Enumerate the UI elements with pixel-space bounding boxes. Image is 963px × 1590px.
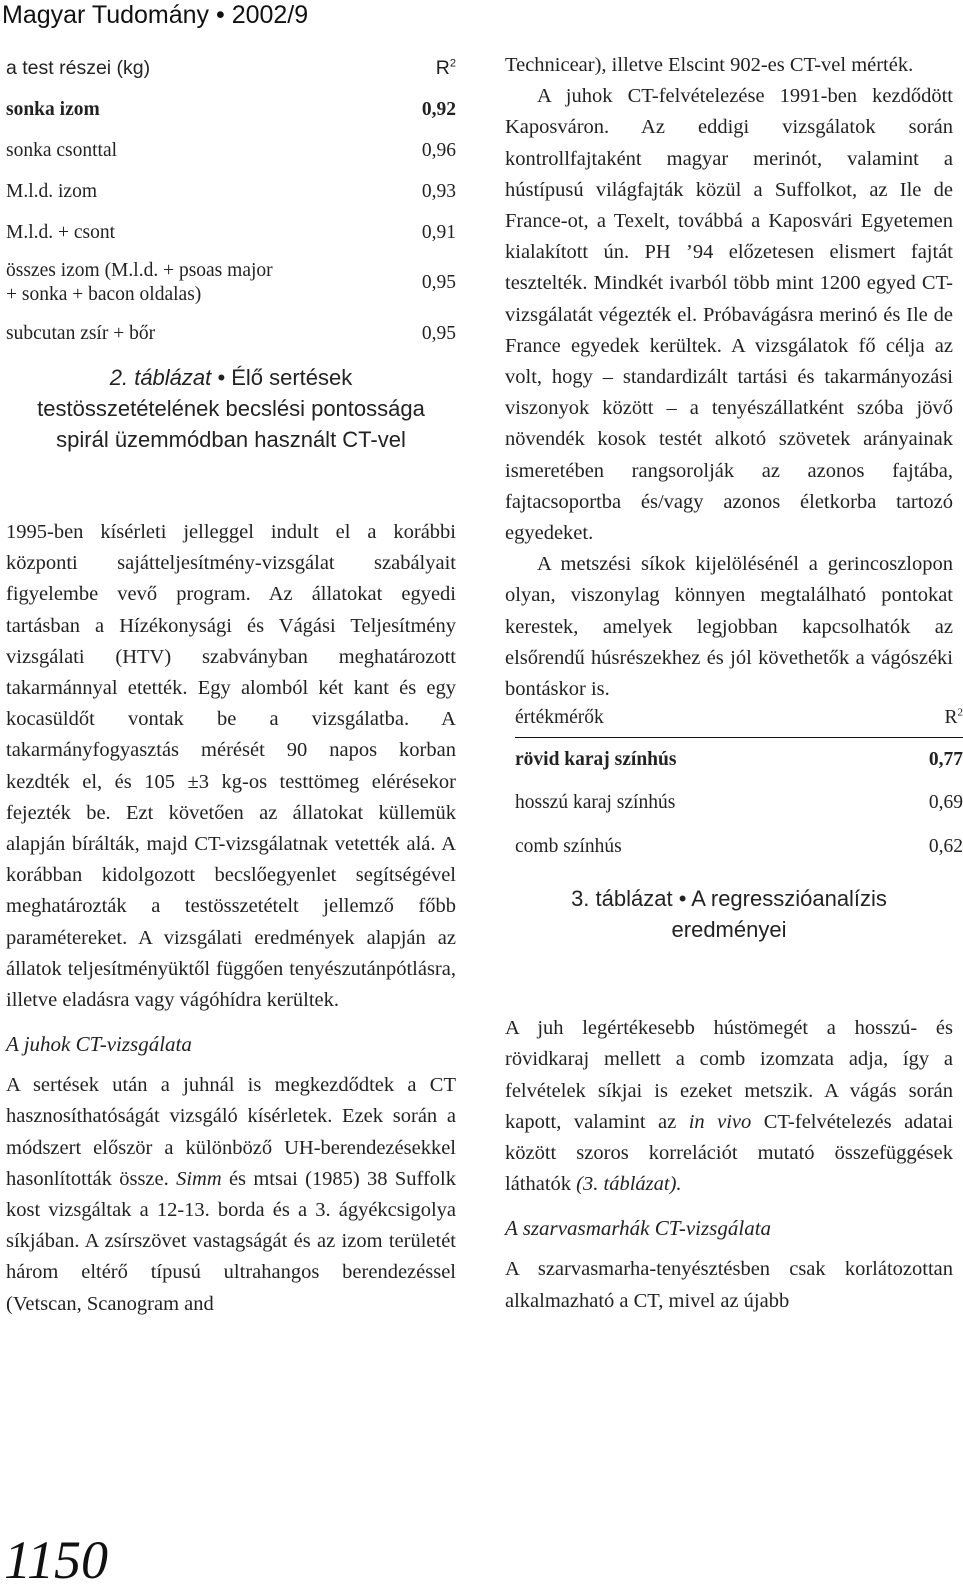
paragraph: A sertések után a juhnál is megkezdődtek a CT hasznosíthatóságát vizsgáló kísérletek. Ezek során a módszert először a különböző UH-berendezésekkel hasonlították össze. Simm és mtsai (1985) 38 Suffolk kost vizsgáltak a 12-13. borda és a 3. ágyékcsigolya síkjában. A zsírszövet vastagságát és az izom területét három eltérő típusú ultrahangos berendezéssel (Vetscan, Scanogram and [6,1074,456,1315]
paragraph: Technicear), illetve Elscint 902-es CT-vel mérték. [505,54,914,76]
table-row [515,825,963,869]
paragraph: A szarvasmarha-tenyésztésben csak korlátozottan alkalmazható a CT, mivel az újabb [505,1258,953,1312]
row-label: rövid karaj színhús [515,748,677,770]
paragraph: A metszési síkok kijelölésénél a gerincoszlopon olyan, viszonylag könnyen megtalálható pontokat kerestek, amelyek legjobban kapcsolhatók az elsőrendű húsrészekhez és jól követhetők a vágószéki bontáskor is. [505,553,953,701]
row-label: sonka izom [6,98,100,120]
table-3-caption: 3. táblázat • A regresszióanalízis eredményei [571,886,887,943]
row-value: 0,62 [928,836,963,858]
row-value: 0,95 [421,322,456,344]
row-label: subcutan zsír + bőr [6,322,156,344]
paragraph: A juhok CT-felvételezése 1991-ben kezdődött Kaposváron. Az eddigi vizsgálatok során kontrollfajtaként magyar merinót, valamint a hústípusú világfajták közül a Suffolkot, az Ile de France-ot, a Texelt, továbbá a Kaposvári Egyetemen kialakított ún. PH ’94 előzetesen elismert fajtát tesztelték. Mindkét ivarból több mint 1200 egyed CT-vizsgálatát végezték el. Próbavágásra merinó és Ile de France egyedek kerültek. A vizsgálatok fő célja az volt, hogy – standardizált tartási és takarmányozási viszonyok között – a tenyészállatként szóba jövő növendék kosok testét alkotó szövetek arányainak ismeretében rangsorolják az azonos fajtába, fajtacsoportba és/vagy azonos életkorba tartozó egyedeket. [505,85,953,545]
row-value: 0,77 [928,748,963,770]
table-row [6,313,456,354]
row-label: hosszú karaj színhús [515,792,676,814]
row-label: összes izom (M.l.d. + psoas major + sonka + bacon oldalas) [6,260,273,305]
table-2 [6,48,456,354]
table-2-caption: 2. táblázat • Élő sertések testösszetételének becslési pontossága spirál üzemmódban használt CT-vel [37,365,425,452]
row-label: comb színhús [515,836,622,858]
section-heading: A juhok CT-vizsgálata [6,1032,192,1057]
table-row [515,737,963,781]
paragraph: A juh legértékesebb hústömegét a hosszú- és rövidkaraj mellett a comb izomzata adja, így a felvételek síkjai is ezeket metszik. A vágás során kapott, valamint az in vivo CT-felvételezés adatai között szoros korrelációt mutató összefüggések láthatók (3. táblázat). [505,1017,954,1196]
col-header-r2: $R^2$ [435,57,456,79]
table-header-row [6,48,456,89]
table-row [515,781,963,825]
row-value: 0,69 [928,792,963,814]
left-column [6,48,456,1320]
row-value: 0,93 [421,180,456,202]
row-value: 0,96 [421,139,456,161]
row-label: M.l.d. izom [6,180,97,202]
table-3 [515,699,963,869]
table-row [6,212,456,253]
table-row [6,253,456,313]
right-column [505,50,963,1317]
section-heading: A szarvasmarhák CT-vizsgálata [505,1216,772,1241]
paragraph: 1995-ben kísérleti jelleggel indult el a korábbi központi sajátteljesítmény-vizsgálat szabályait figyelembe vevő program. Az állatokat egyedi tartásban a Hízékonysági és Vágási Teljesítmény vizsgálati (HTV) szabványban meghatározott takarmánnyal etették. Egy alomból két kant és egy kocasüldőt vontak be a vizsgálatba. A takarmányfogyasztás mérését 90 napos korban kezdték el, és 105 ±3 kg-os testtömeg elérésekor fejezték be. Ezt követően az állatokat küllemük alapján bírálták, majd CT-vizsgálatnak vetették alá. A korábban kidolgozott becslőegyenlet segítségével meghatározták a testösszetételt jellemző főbb paramétereket. A vizsgálati eredmények alapján az állatok teljesítményüktől függően tenyészutánpótlásra, illetve eladásra vagy vágóhídra kerültek. [6,521,456,1012]
table-row [6,130,456,171]
journal-header: Magyar Tudomány • 2002/9 [2,1,309,29]
row-label: M.l.d. + csont [6,221,116,243]
col-header-traits: értékmérők [515,707,604,729]
row-label: sonka csonttal [6,139,118,161]
row-value: 0,95 [421,272,456,293]
table-row [6,171,456,212]
row-value: 0,92 [421,98,456,120]
col-header-r2: $R^2$ [944,706,963,729]
row-value: 0,91 [421,221,456,243]
table-row [6,89,456,130]
page-number: 1150 [4,1530,108,1590]
col-header-parts: a test részei (kg) [6,57,151,79]
